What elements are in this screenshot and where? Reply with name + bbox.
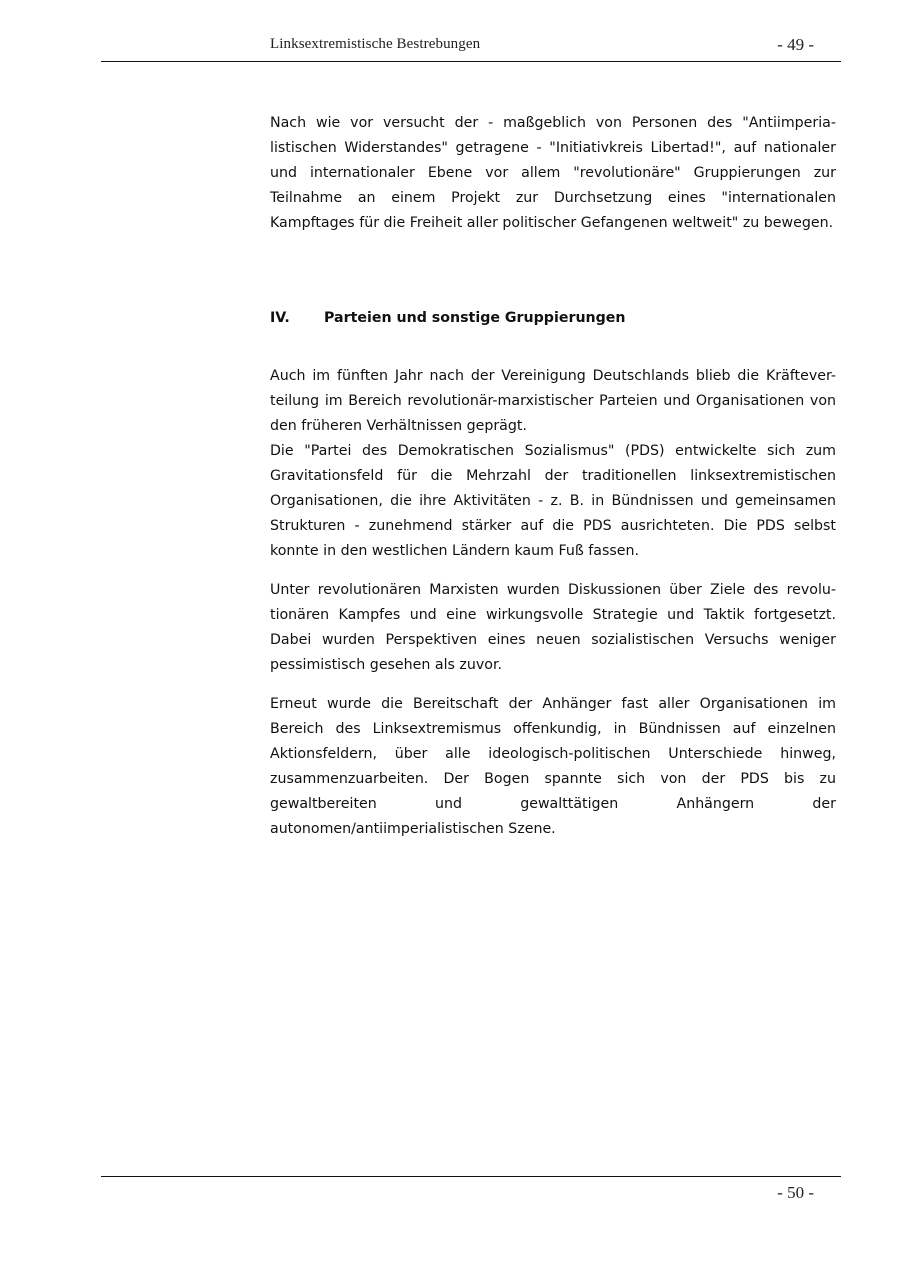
footer-page-number: - 50 - bbox=[777, 1183, 814, 1202]
intro-paragraph: Nach wie vor versucht der - maßgeblich von Personen des "Antiimperia-listischen Widerstandes" getragene - "Initiativkreis Libertad!", auf nationaler und internationaler Ebene vor allem "revolutionäre" Gruppierungen zur Teilnahme an einem Projekt zur Durchsetzung eines "internationalen Kampftages für die Freiheit aller politischer Gefangenen weltweit" zu bewegen. bbox=[270, 115, 836, 231]
paragraph-1b: Die "Partei des Demokratischen Sozialismus" (PDS) entwickelte sich zum Gravitationsfeld für die Mehrzahl der traditionellen linksextremistischen Organisationen, die ihre Aktivitäten - z. B. in Bündnissen und gemeinsamen Strukturen - zunehmend stärker auf die PDS ausrichteten. Die PDS selbst konnte in den westlichen Ländern kaum Fuß fassen. bbox=[270, 443, 836, 559]
footer-rule bbox=[101, 1176, 841, 1177]
section-heading bbox=[270, 310, 626, 326]
section-title: Parteien und sonstige Gruppierungen bbox=[324, 310, 626, 326]
paragraph-block-1 bbox=[270, 364, 836, 564]
header-page-number: - 49 - bbox=[777, 35, 814, 54]
header-rule bbox=[101, 61, 841, 62]
paragraph-1: Auch im fünften Jahr nach der Vereinigung Deutschlands blieb die Kräftever-teilung im Bereich revolutionär-marxistischer Parteien und Organisationen von den früheren Verhältnissen geprägt. bbox=[270, 368, 836, 434]
paragraph-3: Erneut wurde die Bereitschaft der Anhänger fast aller Organisationen im Bereich des Linksextremismus offenkundig, in Bündnissen auf einzelnen Aktionsfeldern, über alle ideologisch-politischen Unterschiede hinweg, zusammenzuarbeiten. Der Bogen spannte sich von der PDS bis zu gewaltbereiten und gewalttätigen Anhängern der autonomen/antiimperialistischen Szene. bbox=[270, 696, 836, 837]
paragraph-2: Unter revolutionären Marxisten wurden Diskussionen über Ziele des revolu-tionären Kampfes und eine wirkungsvolle Strategie und Taktik fortgesetzt. Dabei wurden Perspektiven eines neuen sozialistischen Versuchs weniger pessimistisch gesehen als zuvor. bbox=[270, 582, 836, 673]
running-header-title: Linksextremistische Bestrebungen bbox=[270, 36, 481, 52]
section-number: IV. bbox=[270, 310, 290, 326]
